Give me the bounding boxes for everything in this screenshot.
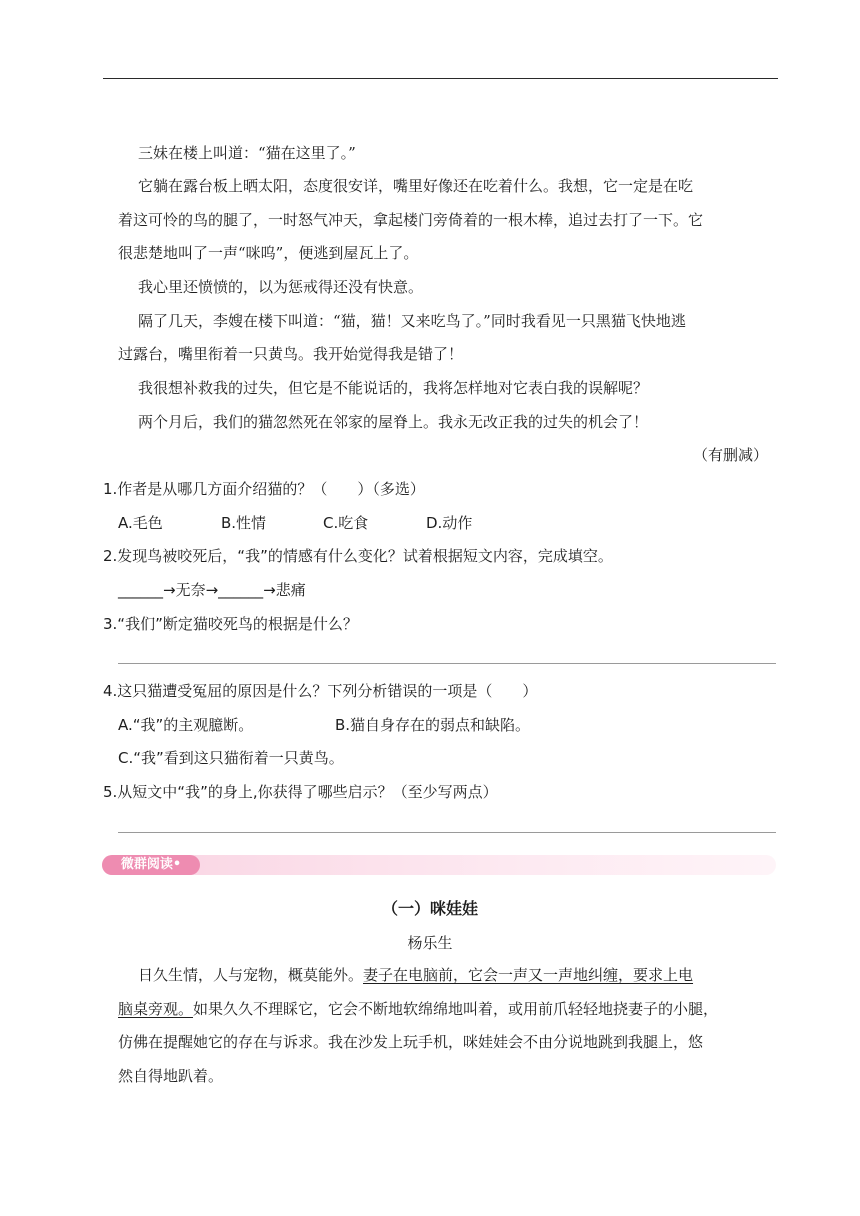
option-d[interactable]: D.动作 [426, 514, 473, 532]
underlined-text: 脑桌旁观。 [118, 1000, 194, 1018]
article-line-4: 然自得地趴着。 [118, 1067, 224, 1085]
story-line-9: 两个月后，我们的猫忽然死在邻家的屋脊上。我永无改正我的过失的机会了！ [138, 413, 649, 431]
option-a[interactable]: A.毛色 [118, 514, 163, 532]
question-2: 2.发现鸟被咬死后，“我”的情感有什么变化？试着根据短文内容，完成填空。 [103, 547, 613, 565]
q4-option-b[interactable]: B.猫自身存在的弱点和缺陷。 [335, 716, 531, 734]
story-line-7: 过露台，嘴里衔着一只黄鸟。我开始觉得我是错了！ [118, 345, 464, 363]
question-5: 5.从短文中“我”的身上,你获得了哪些启示？（至少写两点） [103, 783, 498, 801]
article-line-1 [138, 965, 693, 985]
story-line-1: 三妹在楼上叫道：“猫在这里了。” [138, 144, 356, 162]
fill-blank-1[interactable]: ______→无奈→ [118, 581, 219, 599]
article-line-3: 仿佛在提醒她它的存在与诉求。我在沙发上玩手机，咪娃娃会不由分说地跳到我腿上，悠 [118, 1033, 704, 1051]
story-line-3: 着这可怜的鸟的腿了，一时怒气冲天，拿起楼门旁倚着的一根木棒，追过去打了一下。它 [118, 211, 704, 229]
article-text: 日久生情，人与宠物，概莫能外。 [138, 966, 364, 984]
abridged-note: （有删减） [692, 446, 768, 464]
article-line-2 [118, 999, 718, 1019]
story-line-2: 它躺在露台板上晒太阳，态度很安详，嘴里好像还在吃着什么。我想，它一定是在吃 [138, 177, 694, 195]
answer-line-3[interactable] [118, 663, 776, 664]
story-line-5: 我心里还愤愤的，以为惩戒得还没有快意。 [138, 278, 424, 296]
answer-line-5[interactable] [118, 832, 776, 833]
question-1: 1.作者是从哪几方面介绍猫的？（ ）（多选） [103, 480, 425, 498]
fill-blank-2[interactable]: ______→悲痛 [218, 581, 306, 599]
article-text: 如果久久不理睬它，它会不断地软绵绵地叫着，或用前爪轻轻地挠妻子的小腿， [193, 1000, 719, 1018]
story-line-4: 很悲楚地叫了一声“咪呜”，便逃到屋瓦上了。 [118, 244, 419, 262]
banner-label: 微群阅读• [102, 855, 200, 875]
section-banner [102, 855, 776, 875]
question-4: 4.这只猫遭受冤屈的原因是什么？下列分析错误的一项是（ ） [103, 682, 538, 700]
question-1-options [118, 513, 472, 533]
question-4-options-ab [118, 715, 530, 735]
article-author: 杨乐生 [407, 934, 453, 952]
story-line-8: 我很想补救我的过失，但它是不能说话的，我将怎样地对它表白我的误解呢？ [138, 379, 649, 397]
header-rule [103, 78, 778, 79]
question-3: 3.“我们”断定猫咬死鸟的根据是什么？ [103, 615, 358, 633]
q4-option-c[interactable]: C.“我”看到这只猫衔着一只黄鸟。 [118, 749, 344, 767]
story-line-6: 隔了几天，李嫂在楼下叫道：“猫，猫！又来吃鸟了。”同时我看见一只黑猫飞快地逃 [138, 312, 686, 330]
underlined-text: 妻子在电脑前，它会一声又一声地纠缠，要求上电 [363, 966, 694, 984]
question-2-fill [118, 580, 306, 600]
option-b[interactable]: B.性情 [221, 514, 267, 532]
option-c[interactable]: C.吃食 [323, 514, 369, 532]
article-title: （一）咪娃娃 [381, 899, 478, 918]
q4-option-a[interactable]: A.“我”的主观臆断。 [118, 716, 254, 734]
